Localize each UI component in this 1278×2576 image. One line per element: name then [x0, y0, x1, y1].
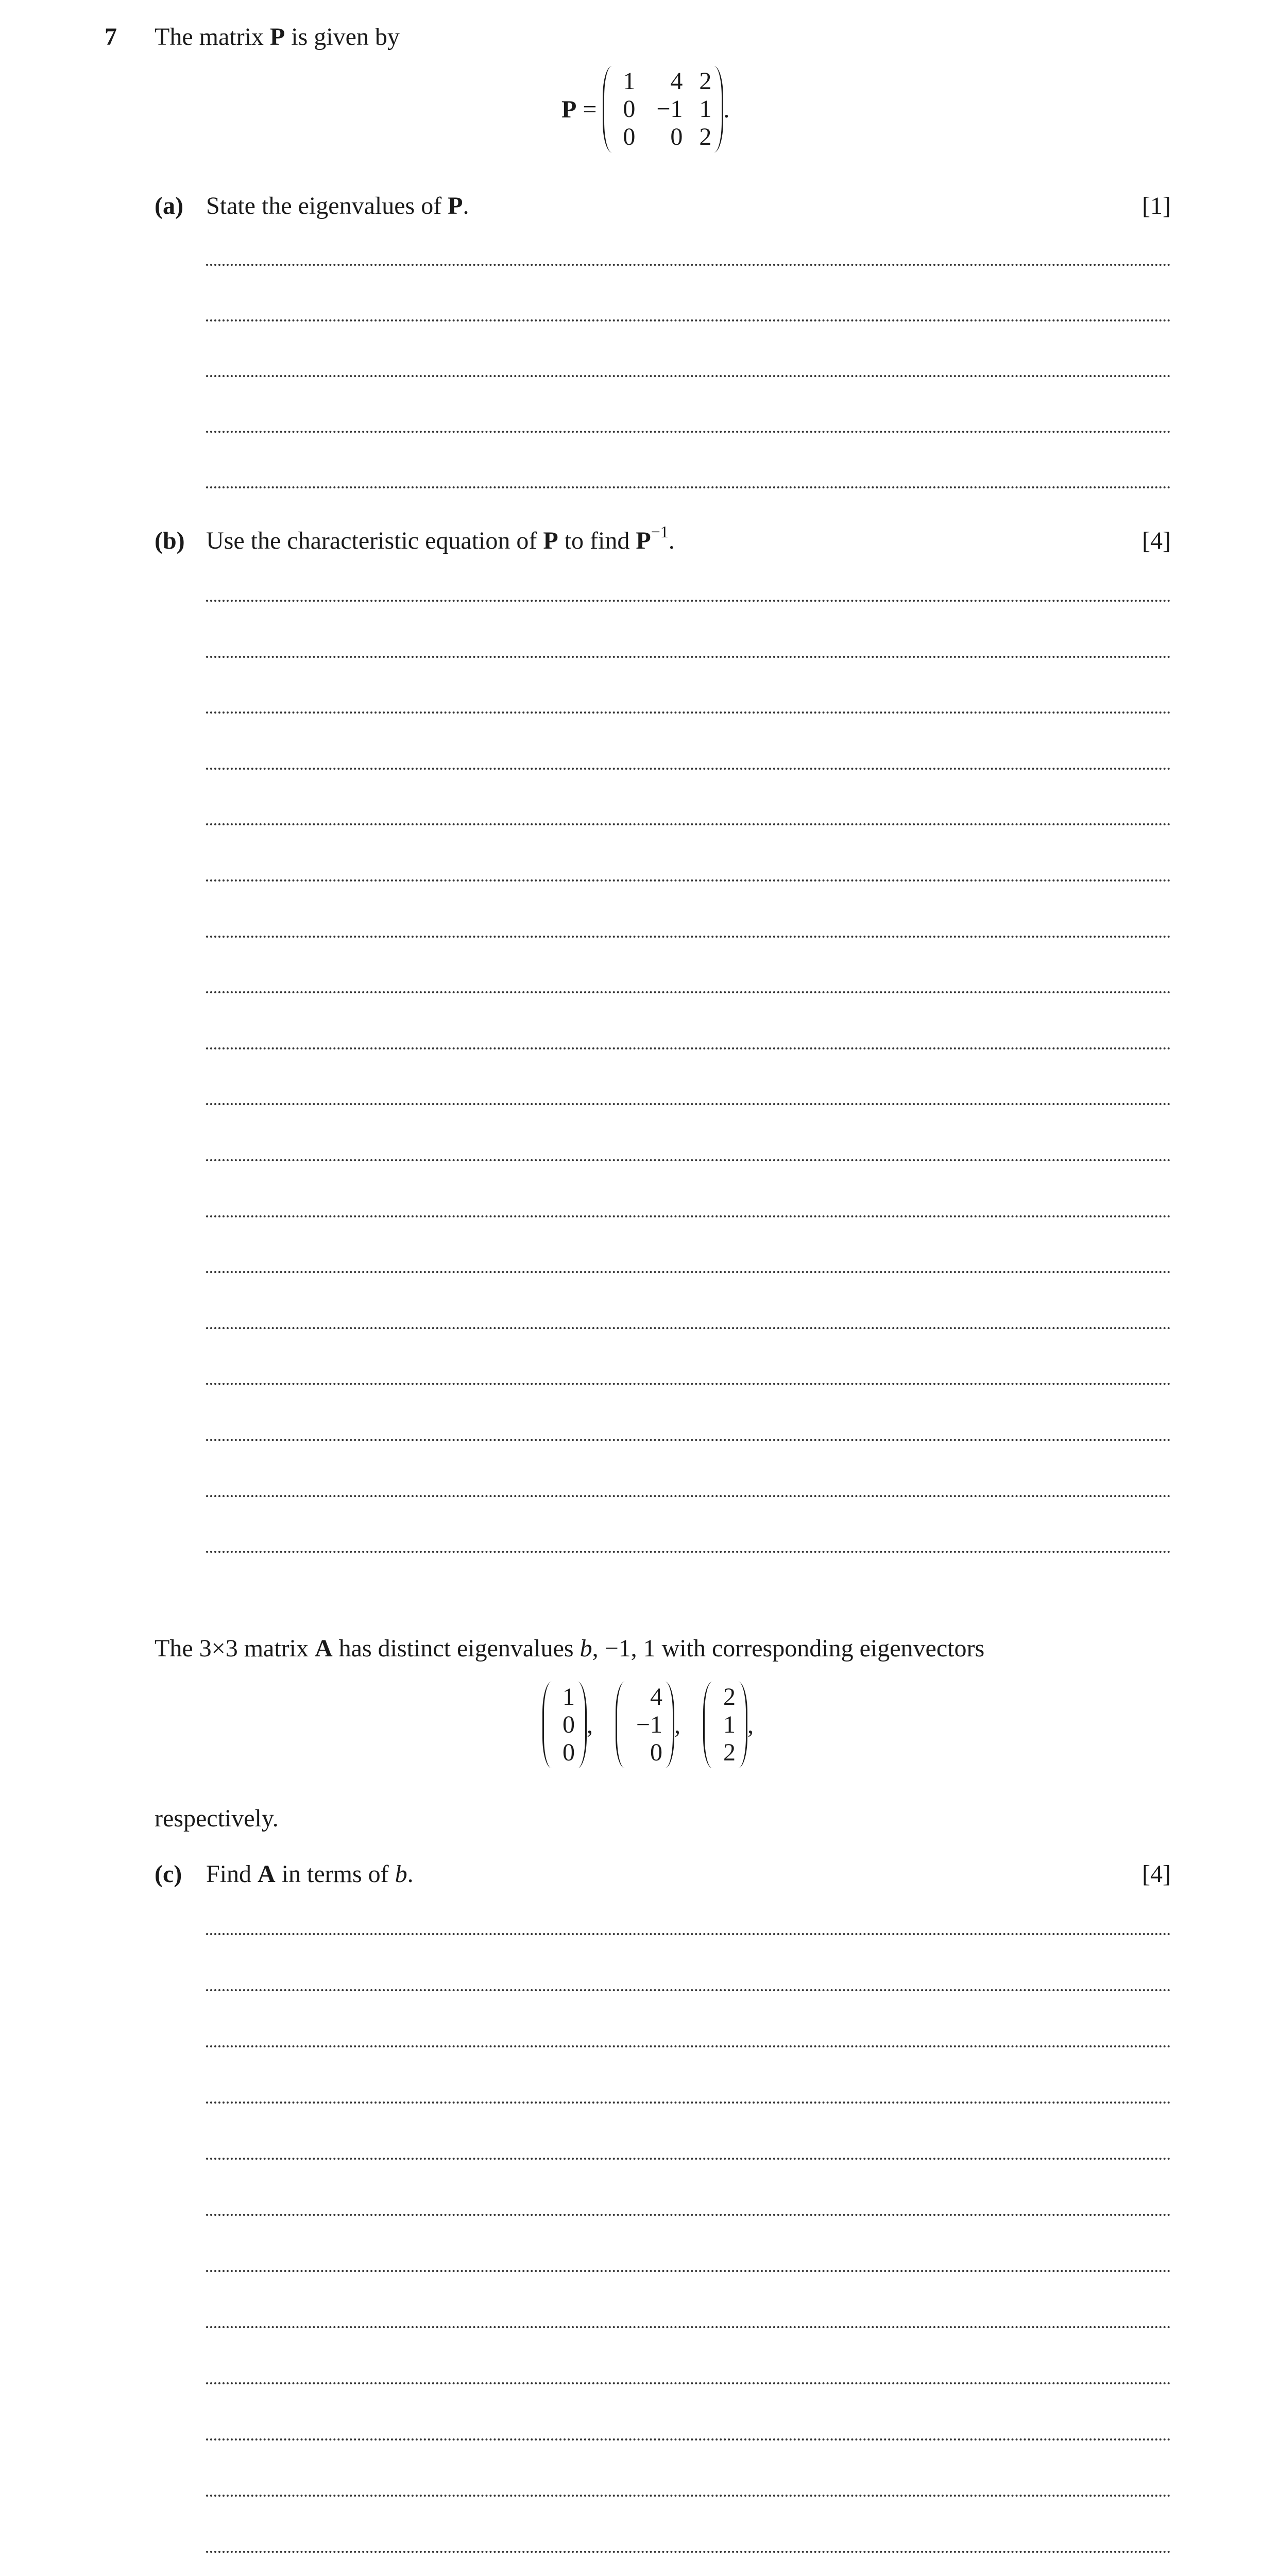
matrix-entry: −1 — [656, 95, 683, 123]
answer-line[interactable] — [206, 1215, 1171, 1217]
part-c-variable-b: b — [395, 1860, 407, 1888]
equation-period: . — [723, 95, 730, 123]
matrix-entry: 0 — [623, 95, 636, 123]
part-c-text-mid: in terms of — [275, 1860, 395, 1888]
question-stem — [155, 23, 400, 51]
part-c-text: Find — [206, 1860, 258, 1888]
matrix-p-equation — [561, 66, 729, 152]
part-b-label: (b) — [155, 527, 185, 554]
vector-separator-3: , — [747, 1711, 754, 1739]
intro-text-1: The 3×3 matrix — [155, 1635, 315, 1662]
answer-line[interactable] — [206, 2495, 1171, 2497]
left-parenthesis — [603, 66, 612, 152]
matrix-entry: 1 — [623, 67, 636, 95]
part-c-label: (c) — [155, 1860, 182, 1888]
part-b-text: Use the characteristic equation of — [206, 527, 543, 554]
answer-line[interactable] — [206, 823, 1171, 825]
part-a-text-end: . — [463, 192, 469, 219]
answer-line[interactable] — [206, 1933, 1171, 1935]
part-b-question — [206, 522, 675, 555]
answer-line[interactable] — [206, 656, 1171, 658]
matrix-entry: 2 — [699, 67, 712, 95]
part-b-text-mid: to find — [558, 527, 636, 554]
eigenvector-1 — [542, 1682, 587, 1768]
part-c-question — [206, 1860, 414, 1888]
part-b-inverse-exponent: −1 — [651, 522, 669, 541]
matrix-p-entries — [612, 66, 713, 152]
answer-line[interactable] — [206, 2551, 1171, 2553]
vector-entry: 2 — [723, 1739, 736, 1766]
right-parenthesis — [664, 1682, 674, 1768]
matrix-p-name: P — [561, 95, 577, 123]
eigenvector-3-entries — [713, 1682, 738, 1768]
matrix-entry: 0 — [623, 123, 636, 150]
answer-line[interactable] — [206, 2102, 1171, 2104]
answer-line[interactable] — [206, 711, 1171, 714]
answer-line[interactable] — [206, 768, 1171, 770]
equals-sign: = — [576, 95, 603, 123]
vector-entry: 0 — [563, 1711, 575, 1738]
part-b-symbol-1: P — [543, 527, 558, 554]
part-b-symbol-2: P — [636, 527, 651, 554]
right-parenthesis — [713, 66, 723, 152]
answer-line[interactable] — [206, 2158, 1171, 2160]
answer-line[interactable] — [206, 431, 1171, 433]
vector-entry: 4 — [650, 1683, 662, 1710]
answer-line[interactable] — [206, 264, 1171, 266]
answer-line[interactable] — [206, 2438, 1171, 2441]
answer-line[interactable] — [206, 1383, 1171, 1385]
eigenvector-2-entries — [625, 1682, 664, 1768]
left-parenthesis — [703, 1682, 713, 1768]
matrix-p — [603, 66, 723, 152]
answer-line[interactable] — [206, 936, 1171, 938]
matrix-entry: 0 — [670, 123, 683, 150]
part-c-text-end: . — [407, 1860, 414, 1888]
answer-line[interactable] — [206, 1551, 1171, 1553]
answer-line[interactable] — [206, 879, 1171, 882]
part-c-marks: [4] — [1142, 1860, 1171, 1888]
left-parenthesis — [616, 1682, 625, 1768]
answer-line[interactable] — [206, 1271, 1171, 1273]
answer-line[interactable] — [206, 1159, 1171, 1161]
answer-line[interactable] — [206, 1103, 1171, 1105]
answer-line[interactable] — [206, 2270, 1171, 2272]
part-a-text: State the eigenvalues of — [206, 192, 448, 219]
part-a-question — [206, 192, 469, 220]
vector-entry: 1 — [723, 1711, 736, 1738]
answer-line[interactable] — [206, 1327, 1171, 1329]
stem-text-end: is given by — [285, 23, 400, 50]
vector-separator-1: , — [587, 1711, 593, 1739]
vector-entry: 0 — [563, 1739, 575, 1766]
part-b-marks: [4] — [1142, 527, 1171, 554]
answer-line[interactable] — [206, 1989, 1171, 1991]
intro-text-3: , −1, 1 with corresponding eigenvectors — [592, 1635, 985, 1662]
answer-line[interactable] — [206, 375, 1171, 377]
answer-line[interactable] — [206, 1495, 1171, 1497]
answer-line[interactable] — [206, 2214, 1171, 2216]
part-b-text-end: . — [668, 527, 675, 554]
question-number: 7 — [105, 23, 117, 50]
intro-variable-b: b — [580, 1635, 592, 1662]
vector-entry: −1 — [636, 1711, 662, 1738]
answer-line[interactable] — [206, 1047, 1171, 1049]
vector-entry: 1 — [563, 1683, 575, 1710]
stem-matrix-symbol: P — [269, 23, 285, 50]
eigenvector-1-entries — [552, 1682, 577, 1768]
respectively-text: respectively. — [155, 1805, 279, 1832]
intro-matrix-symbol: A — [315, 1635, 333, 1662]
vector-separator-2: , — [674, 1711, 680, 1739]
matrix-entry: 1 — [699, 95, 712, 123]
right-parenthesis — [577, 1682, 587, 1768]
part-a-marks: [1] — [1142, 192, 1171, 219]
left-parenthesis — [542, 1682, 552, 1768]
answer-line[interactable] — [206, 319, 1171, 321]
matrix-entry: 2 — [699, 123, 712, 150]
right-parenthesis — [738, 1682, 747, 1768]
matrix-a-intro — [155, 1634, 984, 1663]
stem-text: The matrix — [155, 23, 270, 50]
answer-line[interactable] — [206, 1439, 1171, 1441]
part-c-symbol: A — [258, 1860, 276, 1888]
eigenvector-2 — [616, 1682, 674, 1768]
vector-entry: 0 — [650, 1739, 662, 1766]
answer-line[interactable] — [206, 2045, 1171, 2047]
intro-text-2: has distinct eigenvalues — [332, 1635, 580, 1662]
eigenvectors — [542, 1682, 754, 1768]
vector-entry: 2 — [723, 1683, 736, 1710]
answer-line[interactable] — [206, 2326, 1171, 2328]
part-a-label: (a) — [155, 192, 183, 219]
answer-line[interactable] — [206, 991, 1171, 993]
eigenvector-3 — [703, 1682, 747, 1768]
answer-line[interactable] — [206, 486, 1171, 488]
answer-line[interactable] — [206, 2382, 1171, 2384]
matrix-entry: 4 — [670, 67, 683, 95]
answer-line[interactable] — [206, 600, 1171, 602]
part-a-symbol: P — [448, 192, 463, 219]
